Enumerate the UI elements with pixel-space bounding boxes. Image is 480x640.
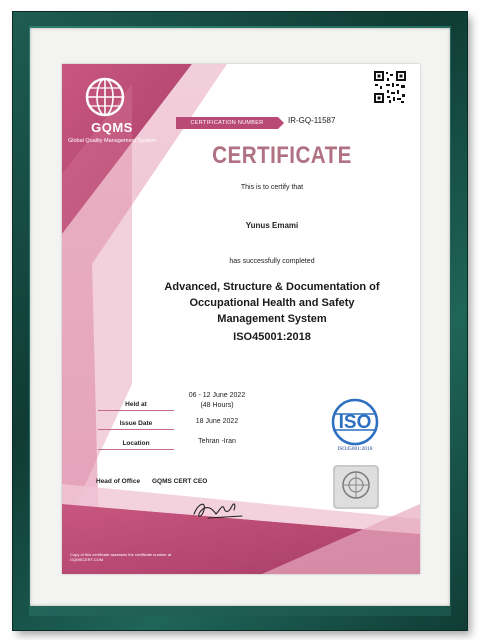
held-at-duration: (48 Hours) — [200, 402, 234, 409]
location-label: Location — [122, 440, 150, 447]
hologram-seal-icon — [333, 465, 379, 509]
label-arrow — [278, 117, 284, 129]
course-title-line-3: Management System — [217, 313, 327, 325]
iso-mark-text: ISO — [338, 412, 372, 433]
org-name: GQMS — [91, 120, 133, 135]
ceo-label: GQMS CERT CEO — [152, 478, 208, 485]
certification-number: IR-GQ-11587 — [288, 116, 336, 125]
qr-code-icon — [373, 70, 407, 104]
globe-icon — [84, 76, 126, 118]
certification-number-label: CERTIFICATION NUMBER — [176, 117, 278, 129]
course-title-line-1: Advanced, Structure & Documentation of — [164, 281, 380, 293]
held-at-label: Held at — [125, 401, 147, 408]
gqms-logo — [62, 64, 190, 172]
recipient-name: Yunus Emami — [245, 221, 299, 230]
held-at-value: 06 - 12 June 2022 — [188, 392, 246, 399]
location-value: Tehran -Iran — [198, 438, 236, 445]
standard-code: ISO45001:2018 — [233, 331, 311, 343]
verification-note — [70, 552, 171, 562]
certificate-title: CERTIFICATE — [212, 142, 352, 169]
signature — [188, 490, 248, 522]
certify-text: This is to certify that — [240, 184, 304, 191]
org-tagline: Global Quality Management System — [67, 138, 157, 144]
completed-text: has successfully completed — [229, 258, 315, 265]
course-title-line-2: Occupational Health and Safety — [189, 297, 355, 309]
certificate-paper — [62, 64, 420, 574]
verification-note-line-1: Copy of this certificate assesses the certificate number at — [70, 552, 172, 557]
issue-date-value: 18 June 2022 — [195, 418, 239, 425]
head-of-office-label: Head of Office — [96, 478, 141, 485]
divider — [98, 429, 174, 430]
issue-date-label: Issue Date — [119, 420, 153, 427]
verification-url: GQMSCERT.COM — [70, 557, 104, 562]
divider — [98, 449, 174, 450]
divider — [98, 410, 174, 411]
iso-caption: ISO45001:2018 — [337, 446, 373, 452]
